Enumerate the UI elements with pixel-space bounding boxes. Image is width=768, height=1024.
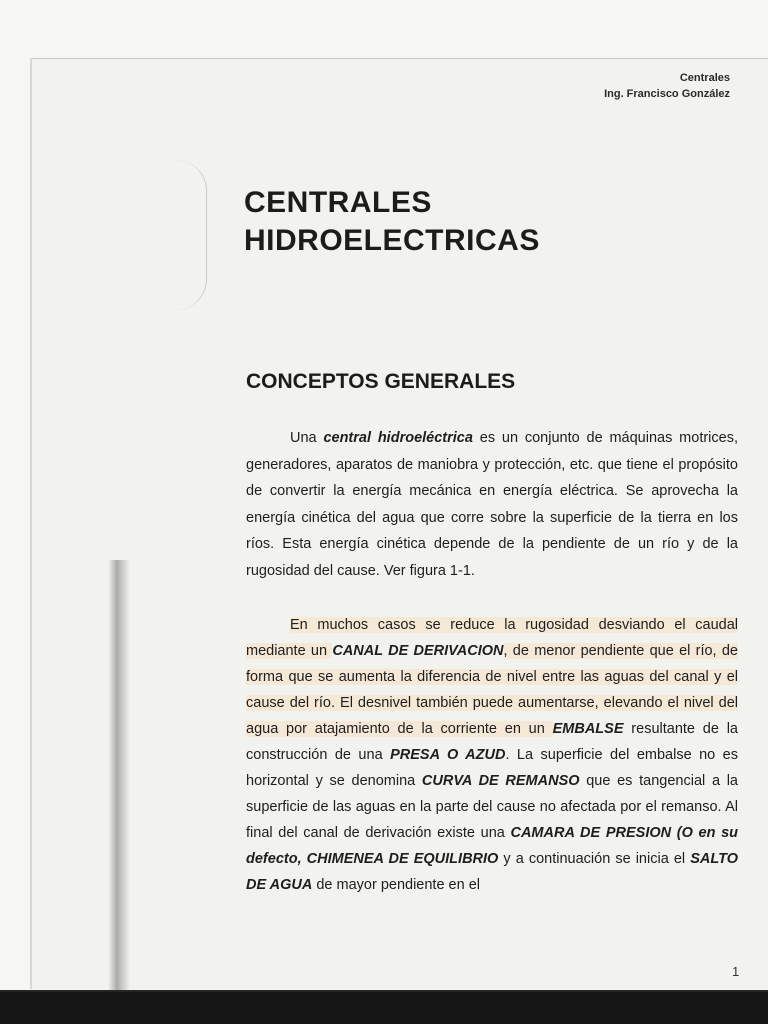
paragraph-1-text: Una (290, 430, 324, 446)
paragraph-2-text: que es tangencial a la superficie de las aguas en la parte del cause no afectada por el remanso. Al final del canal de derivación existe una (246, 773, 738, 841)
paragraph-2-text: En muchos casos se reduce la rugosidad desviando el caudal mediante un (246, 617, 738, 659)
term-salto-de-agua: SALTO DE AGUA (246, 851, 738, 893)
paper-fold-mark (176, 160, 207, 310)
paragraph-2-text: , de menor pendiente que el río, de forma que se aumenta la diferencia de nivel entre las aguas del canal y el cause del río. El desnivel también puede aumentarse, elevando el nivel del agua por atajamiento de la corriente en un (246, 643, 738, 737)
term-embalse: EMBALSE (552, 721, 624, 737)
term-camara-de-presion: CAMARA DE PRESION (O en su defecto, CHIMENEA DE EQUILIBRIO (246, 825, 739, 867)
paragraph-2-text: . La superficie del embalse no es horizontal y se denomina (246, 747, 738, 789)
section-title: CONCEPTOS GENERALES (246, 370, 516, 393)
term-canal-de-derivacion: CANAL DE DERIVACION (332, 643, 504, 659)
paragraph-2-text: de mayor pendiente en el (312, 877, 480, 893)
header-author: Ing. Francisco González (604, 88, 730, 100)
header-course: Centrales (679, 72, 730, 84)
scanner-edge (0, 992, 768, 1024)
page-header (604, 70, 730, 102)
paragraph-1 (246, 425, 738, 584)
term-curva-de-remanso: CURVA DE REMANSO (421, 773, 580, 789)
scan-shadow (108, 560, 130, 990)
term-central-hidroelectrica: central hidroeléctrica (323, 430, 473, 446)
page-number: 1 (732, 964, 740, 979)
paragraph-2-text: y a continuación se inicia el (498, 851, 691, 867)
title-line-2: HIDROELECTRICAS (244, 224, 540, 257)
document-title (244, 184, 540, 260)
paragraph-2 (246, 612, 738, 898)
title-line-1: CENTRALES (244, 186, 432, 219)
paragraph-2-text: resultante de la construcción de una (246, 721, 738, 763)
term-presa-o-azud: PRESA O AZUD (390, 747, 506, 763)
paragraph-1-text: es un conjunto de máquinas motrices, generadores, aparatos de maniobra y protección, etc. que tiene el propósito de convertir la energía mecánica en energía eléctrica. Se aprovecha la energía cinética del agua que corre sobre la superficie de la tierra en los ríos. Esta energía cinética depende de la pendiente de un río y de la rugosidad del cause. Ver figura 1-1. (246, 430, 738, 579)
